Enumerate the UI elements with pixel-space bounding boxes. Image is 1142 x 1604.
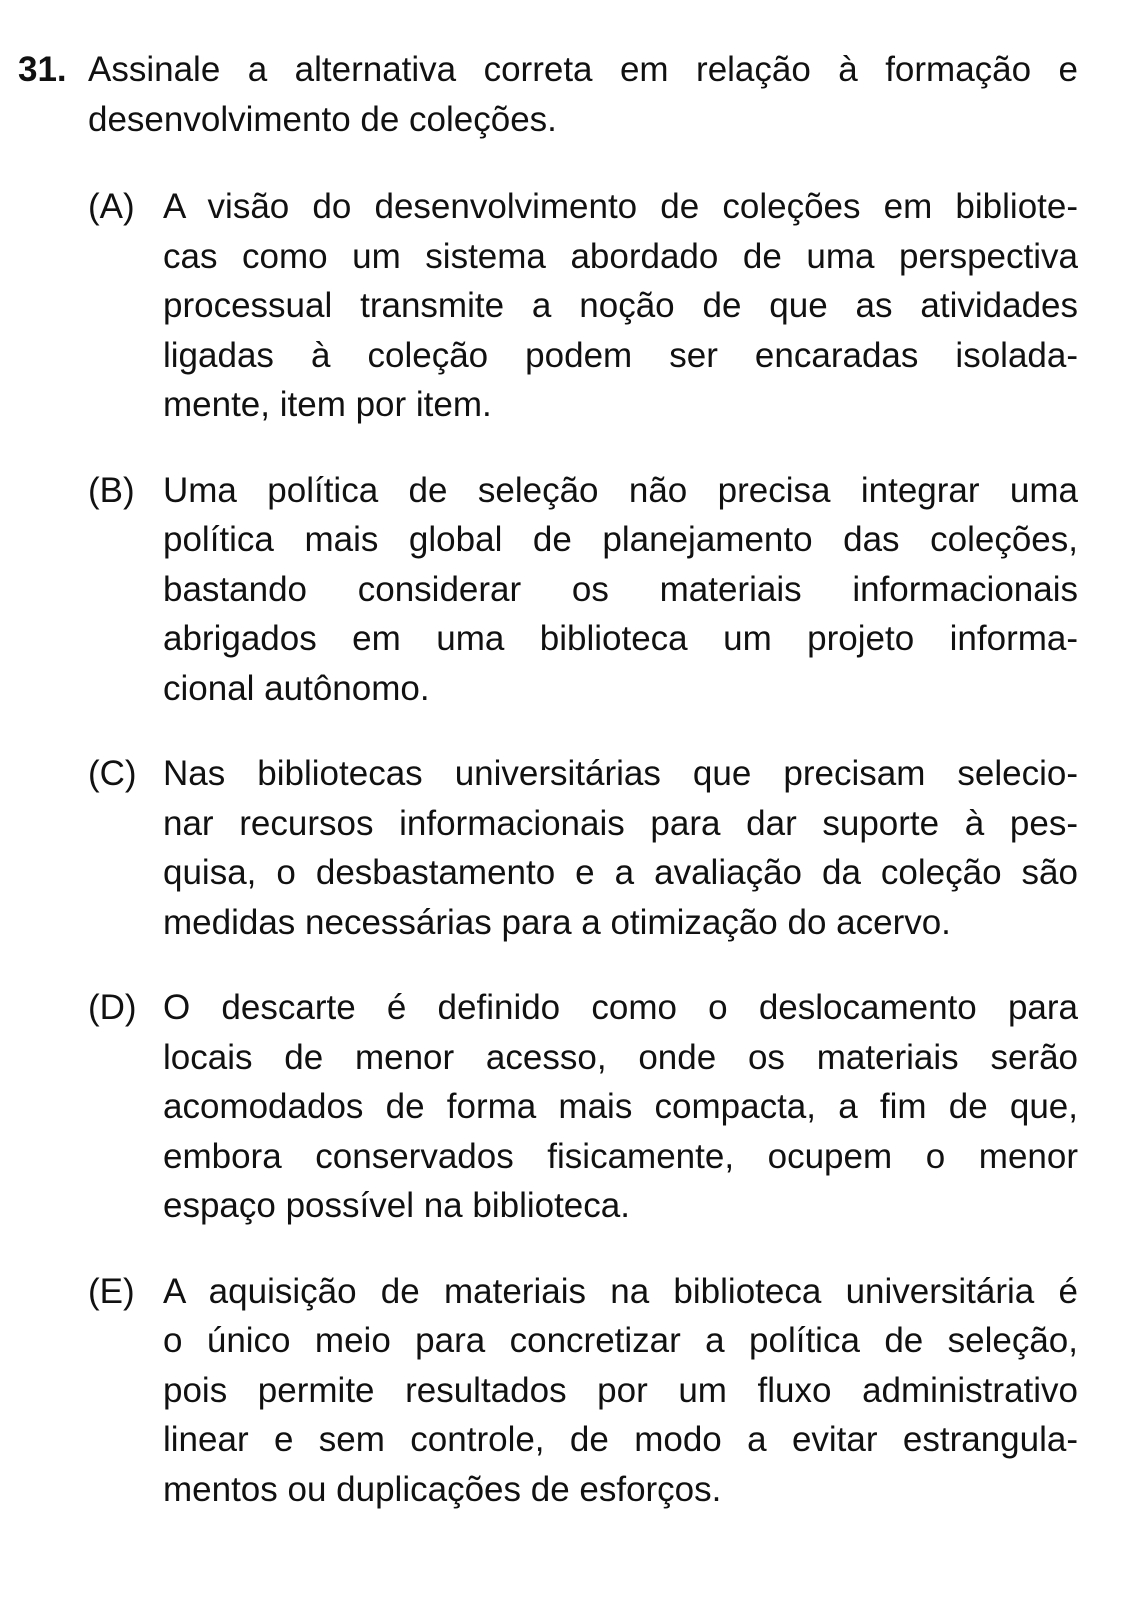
text-line: mentos ou duplicações de esforços. — [163, 1469, 722, 1509]
option-label: (C) — [88, 754, 137, 793]
text-line: acomodados de forma mais compacta, a fim de que, — [163, 1087, 1078, 1126]
option-text — [163, 182, 1078, 430]
text-line: embora conservados fisicamente, ocupem o menor — [163, 1136, 1078, 1176]
text-line: linear e sem controle, de modo a evitar estrangula- — [163, 1420, 1078, 1459]
option-b — [18, 466, 1078, 714]
text-line: nar recursos informacionais para dar suporte à pes- — [163, 803, 1078, 843]
text-line: ligadas à coleção podem ser encaradas isolada- — [163, 335, 1078, 375]
option-text — [163, 1267, 1078, 1515]
option-a — [18, 182, 1078, 430]
text-line: mente, item por item. — [163, 385, 492, 424]
option-label: (D) — [88, 988, 137, 1027]
option-text — [163, 466, 1078, 714]
option-text — [163, 983, 1078, 1231]
text-line: processual transmite a noção de que as atividades — [163, 286, 1078, 325]
text-line: locais de menor acesso, onde os materiais serão — [163, 1037, 1078, 1077]
option-label: (B) — [88, 470, 135, 510]
text-line: A visão do desenvolvimento de coleções em bibliote- — [163, 187, 1078, 226]
text-line: espaço possível na biblioteca. — [163, 1186, 630, 1225]
question-number: 31. — [18, 50, 67, 89]
text-line: bastando considerar os materiais informacionais — [163, 569, 1078, 609]
text-line: pois permite resultados por um fluxo administrativo — [163, 1370, 1078, 1410]
option-label: (A) — [88, 187, 135, 226]
option-text — [163, 749, 1078, 947]
text-line: medidas necessárias para a otimização do acervo. — [163, 902, 951, 942]
text-line: Assinale a alternativa correta em relação à formação e — [88, 50, 1078, 89]
text-line: cional autônomo. — [163, 668, 430, 708]
text-line: abrigados em uma biblioteca um projeto informa- — [163, 619, 1078, 658]
option-d — [18, 983, 1078, 1231]
option-e — [18, 1267, 1078, 1515]
text-line: Uma política de seleção não precisa integrar uma — [163, 470, 1078, 510]
text-line: desenvolvimento de coleções. — [88, 99, 557, 139]
question — [18, 45, 1078, 1514]
text-line: quisa, o desbastamento e a avaliação da coleção são — [163, 853, 1078, 892]
text-line: política mais global de planejamento das coleções, — [163, 520, 1078, 559]
text-line: o único meio para concretizar a política de seleção, — [163, 1321, 1078, 1360]
option-c — [18, 749, 1078, 947]
question-stem — [88, 45, 1078, 144]
text-line: A aquisição de materiais na biblioteca universitária é — [163, 1271, 1078, 1311]
text-line: Nas bibliotecas universitárias que precisam selecio- — [163, 754, 1078, 793]
text-line: O descarte é definido como o deslocamento para — [163, 988, 1078, 1027]
options-list — [18, 182, 1078, 1514]
text-line: cas como um sistema abordado de uma perspectiva — [163, 236, 1078, 276]
option-label: (E) — [88, 1271, 135, 1311]
